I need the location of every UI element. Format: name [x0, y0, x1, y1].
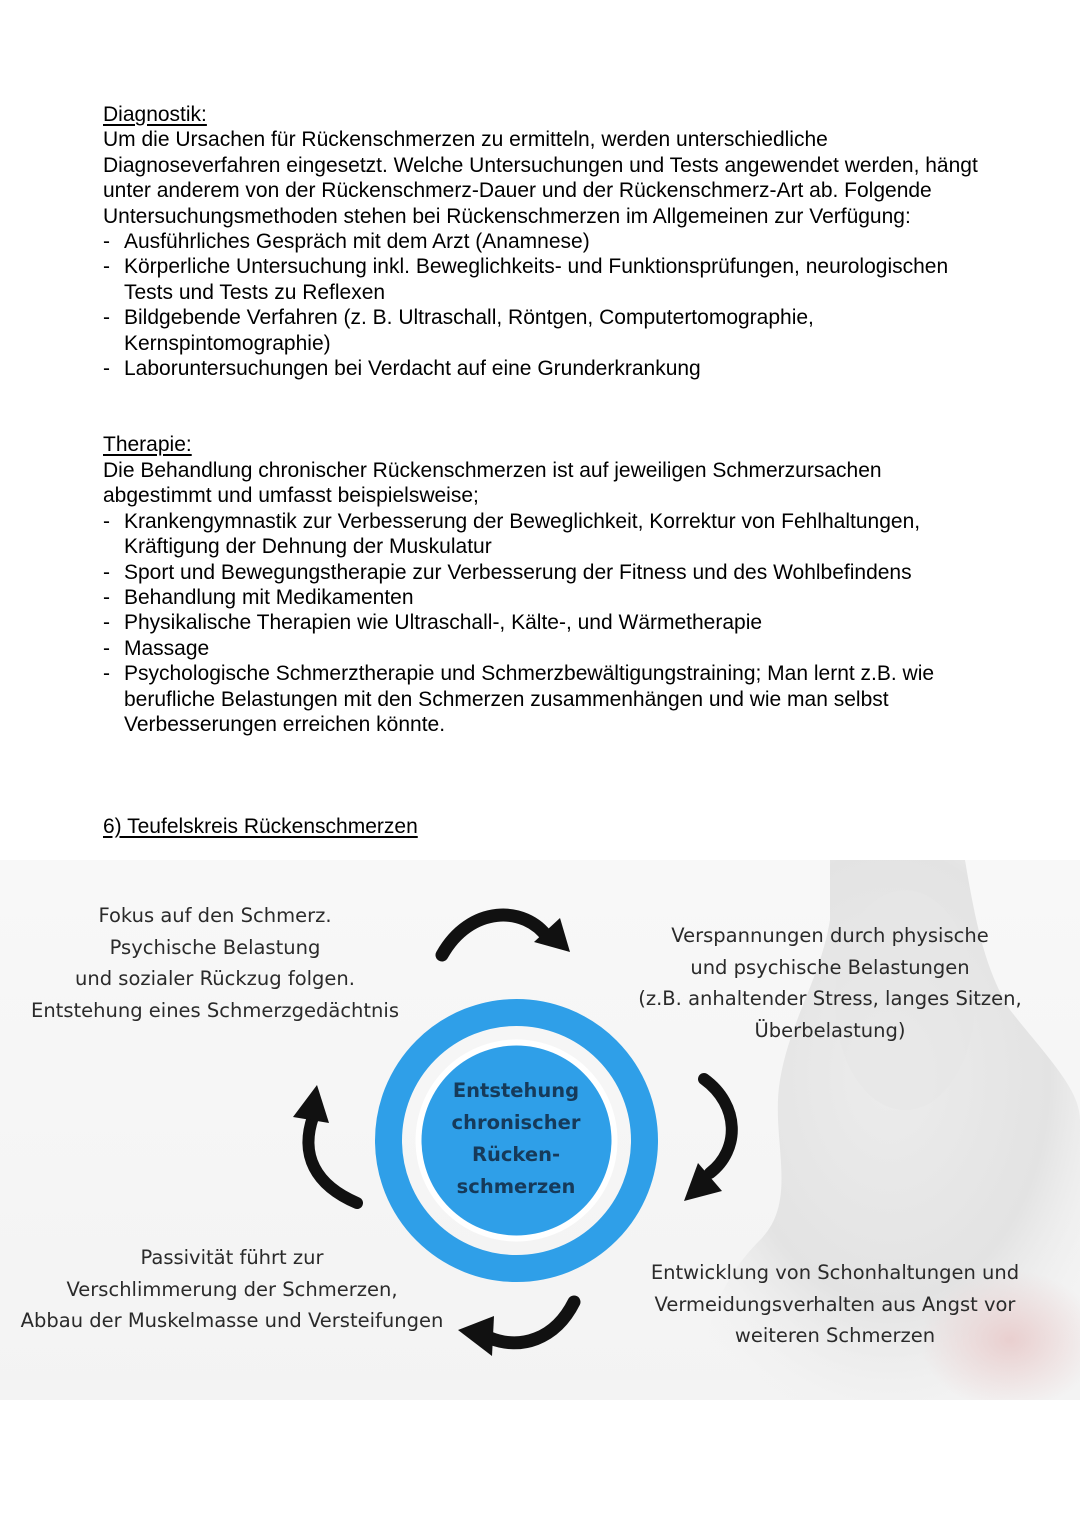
- list-item: - Massage: [103, 636, 983, 661]
- list-item: - Psychologische Schmerztherapie und Schmerzbewältigungstraining; Man lernt z.B. wie berufliche Belastungen mit den Schmerzen zusammenhängen und wie man selbst Verbesserungen erreichen könnte.: [103, 661, 983, 737]
- list-item: - Behandlung mit Medikamenten: [103, 585, 983, 610]
- therapie-intro: Die Behandlung chronischer Rückenschmerzen ist auf jeweiligen Schmerzursachen abgestimmt und umfasst beispielsweise;: [103, 458, 882, 508]
- arrow-top-icon: [430, 900, 580, 970]
- list-item: - Sport und Bewegungstherapie zur Verbesserung der Fitness und des Wohlbefindens: [103, 560, 983, 585]
- list-item: - Krankengymnastik zur Verbesserung der Beweglichkeit, Korrektur von Fehlhaltungen, Kräftigung der Dehnung der Muskulatur: [103, 509, 983, 560]
- center-label: Entstehung chronischer Rücken- schmerzen: [451, 1079, 581, 1198]
- top-right-text: Verspannungen durch physische und psychische Belastungen (z.B. anhaltender Stress, langes Sitzen, Überbelastung): [638, 924, 1022, 1042]
- list-item: - Ausführliches Gespräch mit dem Arzt (Anamnese): [103, 229, 983, 254]
- list-item: - Laboruntersuchungen bei Verdacht auf eine Grunderkrankung: [103, 356, 983, 381]
- teufelskreis-heading: 6) Teufelskreis Rückenschmerzen: [103, 815, 418, 838]
- arrow-bottom-icon: [450, 1290, 590, 1362]
- bottom-right-text: Entwicklung von Schonhaltungen und Vermeidungsverhalten aus Angst vor weiteren Schmerzen: [650, 1261, 1020, 1347]
- teufelskreis-diagram: [0, 860, 1080, 1400]
- diagnostik-intro: Um die Ursachen für Rückenschmerzen zu ermitteln, werden unterschiedliche Diagnoseverfahren eingesetzt. Welche Untersuchungen und Tests angewendet werden, hängt unter anderem von der Rückenschmerz-Dauer und der Rückenschmerz-Art ab. Folgende Untersuchungsmethoden stehen bei Rückenschmerzen im Allgemeinen zur Verfügung:: [103, 128, 978, 228]
- list-item: - Bildgebende Verfahren (z. B. Ultraschall, Röntgen, Computertomographie, Kernspintomographie): [103, 305, 983, 356]
- top-left-text: Fokus auf den Schmerz. Psychische Belastung und sozialer Rückzug folgen. Entstehung eines Schmerzgedächtnis: [31, 904, 399, 1022]
- bottom-left-text: Passivität führt zur Verschlimmerung der Schmerzen, Abbau der Muskelmasse und Versteifungen: [20, 1246, 444, 1332]
- diagnostik-list: [103, 229, 983, 381]
- arrow-right-icon: [670, 1065, 750, 1210]
- arrow-left-icon: [285, 1085, 375, 1215]
- document-body: [103, 102, 983, 737]
- list-item: - Körperliche Untersuchung inkl. Beweglichkeits- und Funktionsprüfungen, neurologischen Tests und Tests zu Reflexen: [103, 254, 983, 305]
- diagnostik-heading: Diagnostik:: [103, 103, 207, 126]
- therapie-heading: Therapie:: [103, 433, 192, 457]
- list-item: - Physikalische Therapien wie Ultraschall-, Kälte-, und Wärmetherapie: [103, 610, 983, 635]
- therapie-list: [103, 509, 983, 738]
